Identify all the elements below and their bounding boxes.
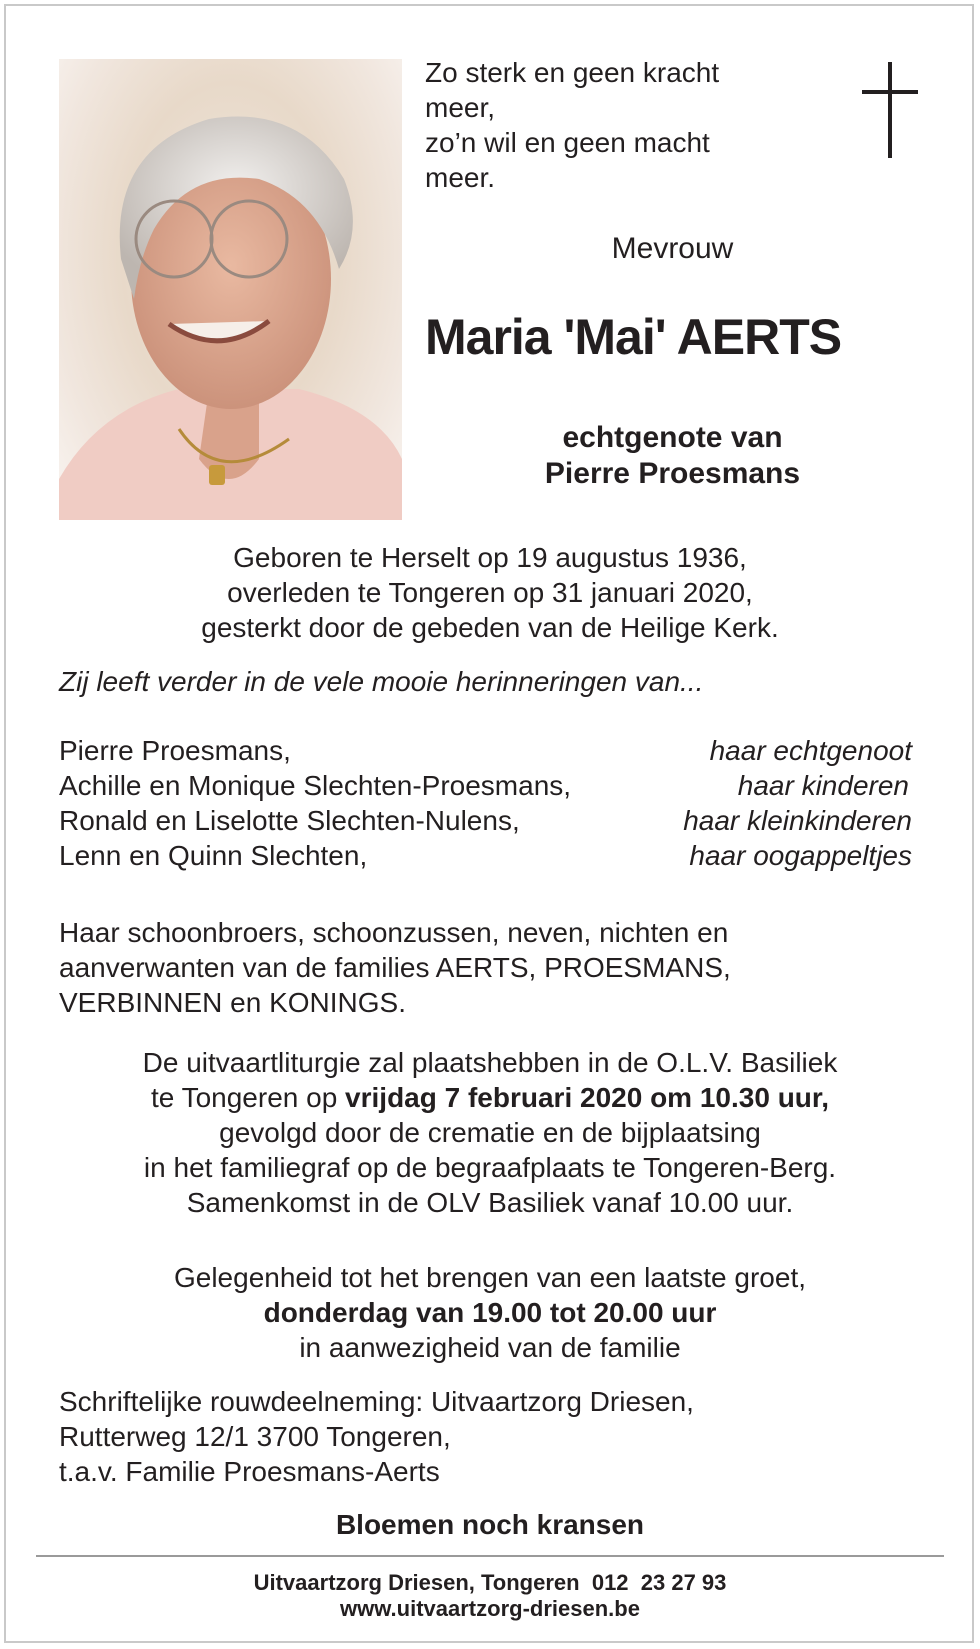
flowers-notice: Bloemen noch kransen	[335, 1509, 645, 1540]
footer-company: Uitvaartzorg Driesen, Tongeren	[253, 1570, 580, 1595]
death-line: overleden te Tongeren op 31 januari 2020,	[227, 577, 753, 608]
funeral-block	[40, 1045, 940, 1220]
funeral-datetime: vrijdag 7 februari 2020 om 10.30 uur,	[345, 1082, 830, 1113]
memory-intro: Zij leeft verder in de vele mooie herinneringen van...	[59, 666, 704, 697]
portrait-photo	[59, 59, 402, 520]
family-relation: haar kleinkinderen	[683, 805, 912, 836]
family-row	[59, 733, 939, 768]
spouse-block	[425, 420, 920, 492]
funeral-date-line	[40, 1080, 940, 1115]
family-relation: haar echtgenoot	[709, 735, 912, 766]
funeral-line: Samenkomst in de OLV Basiliek vanaf 10.00 uur.	[186, 1187, 794, 1218]
condolence-line: Rutterweg 12/1 3700 Tongeren,	[59, 1421, 451, 1452]
condolence-line: Schriftelijke rouwdeelneming: Uitvaartzorg Driesen,	[59, 1386, 694, 1417]
visitation-block	[40, 1260, 940, 1365]
family-row	[59, 768, 939, 803]
footer-website[interactable]: www.uitvaartzorg-driesen.be	[340, 1596, 640, 1621]
poem	[425, 55, 785, 195]
blessing-line: gesterkt door de gebeden van de Heilige Kerk.	[201, 612, 779, 643]
family-name: Pierre Proesmans,	[59, 735, 291, 766]
portrait-illustration	[59, 59, 402, 520]
visitation-time: donderdag van 19.00 tot 20.00 uur	[263, 1297, 717, 1328]
relatives-line: aanverwanten van de families AERTS, PROESMANS,	[59, 952, 731, 983]
footer-phone: 012 23 27 93	[591, 1570, 727, 1595]
family-list	[59, 733, 939, 873]
footer-contact	[40, 1570, 940, 1596]
birth-line: Geboren te Herselt op 19 augustus 1936,	[233, 542, 747, 573]
funeral-line-prefix: te Tongeren op	[150, 1082, 346, 1113]
poem-line: zo’n wil en geen macht	[425, 127, 710, 158]
honorific: Mevrouw	[611, 232, 734, 265]
divider	[36, 1555, 944, 1557]
family-relation: haar oogappeltjes	[689, 840, 912, 871]
family-row	[59, 803, 939, 838]
poem-line: Zo sterk en geen kracht	[425, 57, 720, 88]
family-row	[59, 838, 939, 873]
funeral-line: in het familiegraf op de begraafplaats te Tongeren-Berg.	[143, 1152, 837, 1183]
relatives-block	[59, 915, 939, 1020]
relatives-line: VERBINNEN en KONINGS.	[59, 987, 406, 1018]
deceased-name: Maria 'Mai' AERTS	[425, 309, 842, 365]
family-relation: haar kinderen	[737, 770, 909, 801]
condolence-block	[59, 1384, 939, 1489]
poem-line: meer.	[425, 162, 496, 193]
cross-icon	[862, 62, 918, 158]
relatives-line: Haar schoonbroers, schoonzussen, neven, nichten en	[59, 917, 729, 948]
condolence-line: t.a.v. Familie Proesmans-Aerts	[59, 1456, 440, 1487]
funeral-line: De uitvaartliturgie zal plaatshebben in de O.L.V. Basiliek	[142, 1047, 838, 1078]
family-name: Achille en Monique Slechten-Proesmans,	[59, 770, 572, 801]
footer	[40, 1570, 940, 1622]
poem-line: meer,	[425, 92, 496, 123]
spouse-label: echtgenote van	[562, 421, 783, 454]
life-details	[40, 540, 940, 645]
family-name: Ronald en Liselotte Slechten-Nulens,	[59, 805, 520, 836]
funeral-line: gevolgd door de crematie en de bijplaatsing	[219, 1117, 761, 1148]
visitation-line: in aanwezigheid van de familie	[299, 1332, 681, 1363]
visitation-line: Gelegenheid tot het brengen van een laatste groet,	[173, 1262, 807, 1293]
spouse-name: Pierre Proesmans	[544, 457, 801, 490]
family-name: Lenn en Quinn Slechten,	[59, 840, 368, 871]
